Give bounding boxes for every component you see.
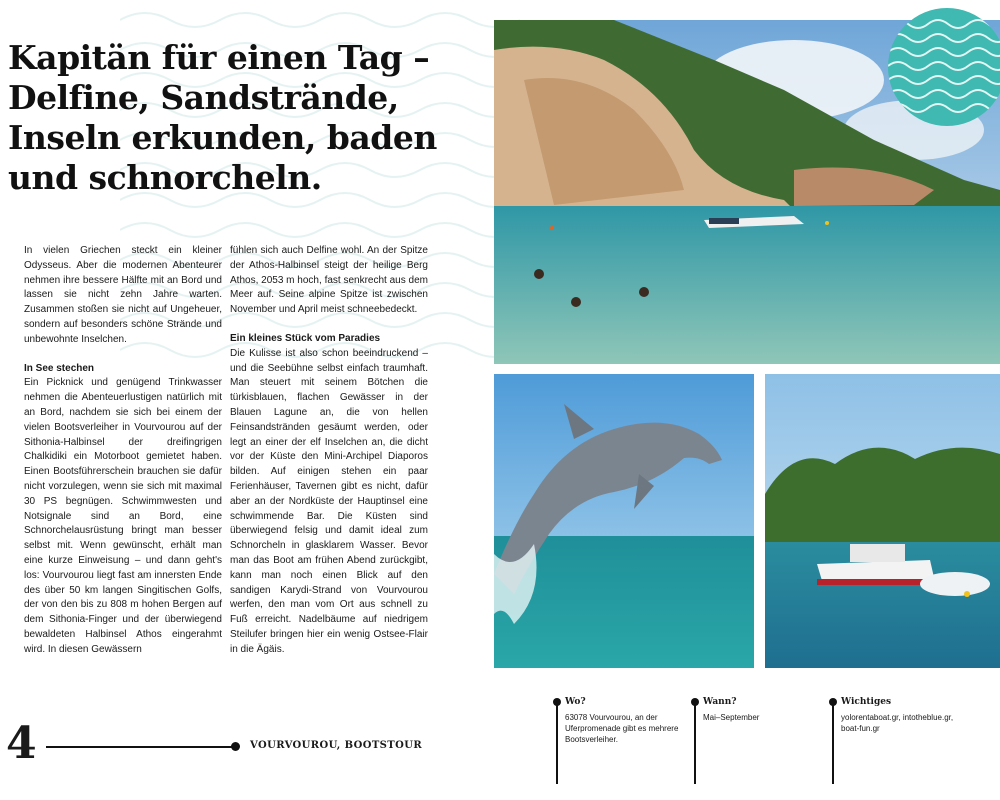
body-paragraph: fühlen sich auch Delfine wohl. An der Spitze der Athos-Halbinsel steigt der heilige Berg Athos, 2053 m hoch, fast senkrecht aus dem Meer auf. Seine alpine Spitze ist zwischen November und April meist schneebedeckt. — [230, 245, 428, 316]
intro-paragraph: In vielen Griechen steckt ein kleiner Odysseus. Aber die modernen Abenteurer nehmen ihre bessere Hälfte mit an Bord und lassen sie nicht zehn Jahre warten. Zusammen stoßen sie nicht auf Ungeheuer, sondern auf besonders schöne Strände und unbewohnte Inselchen. — [24, 245, 222, 345]
info-title: Wichtiges — [841, 697, 892, 707]
info-dot — [829, 698, 837, 706]
body-paragraph: Die Kulisse ist also schon beeindruckend – und die Seebühne selbst einfach traumhaft. Man steuert mit seinem Bötchen die türkisblauen, flachen Gewässer in der Blauen Lagune an, die von hellen Feinsandstränden gesäumt werden, oder legt an einer der elf Inselchen an, die dicht vor der Küste den Mini-Archipel Diaporos bilden. Auf einigen stehen ein paar Ferienhäuser, Tavernen gibt es nicht, dafür aber an der Nordküste der Hauptinsel eine schwimmende Bar. Die Küsten sind überwiegend felsig und damit ideal zum Schnorcheln in glasklarem Wasser. Bevor man das Boot am frühen Abend zurückgibt, kann man noch einen Blick auf den sandigen Karydi-Strand von Vourvourou werfen, den man vom Ort aus schnell zu Fuß erreicht. Nadelbäume auf niedrigem Steilufer bringen hier ein wenig Ostsee-Flair in die Ägäis. — [230, 347, 428, 655]
subheading-paradies: Ein kleines Stück vom Paradies — [230, 332, 381, 344]
info-text: yolorentaboat.gr, intotheblue.gr, boat-fun.gr — [841, 713, 954, 733]
info-rule — [694, 702, 696, 784]
info-text: Mai–September — [703, 713, 760, 722]
article-headline: Kapitän für einen Tag – Delfine, Sandstrände, Inseln erkunden, baden und schnorcheln. — [8, 38, 437, 197]
subheading-in-see-stechen: In See stechen — [24, 362, 95, 374]
info-dot — [691, 698, 699, 706]
text-column-1 — [24, 244, 222, 658]
info-rule — [556, 702, 558, 784]
info-text: 63078 Vourvourou, an der Uferpromenade gibt es mehrere Bootsverleiher. — [565, 713, 679, 744]
footer-rule — [46, 746, 232, 748]
info-title: Wo? — [565, 697, 586, 707]
photo-jumping-dolphin — [494, 374, 754, 668]
info-title: Wann? — [703, 697, 737, 707]
photo-moored-boats — [765, 374, 1000, 668]
text-column-2 — [230, 244, 428, 658]
page-number: 4 — [6, 718, 37, 769]
footer-dot — [231, 742, 240, 751]
info-rule — [832, 702, 834, 784]
wave-circle-decoration — [888, 8, 1000, 126]
info-dot — [553, 698, 561, 706]
body-paragraph: Ein Picknick und genügend Trinkwasser nehmen die Abenteuerlustigen natürlich mit an Bord, nachdem sie sich bei einem der vielen Bootsverleiher in Vourvourou auf der Sithonia-Halbinsel der dreifingrigen Chalkidiki ein Motorboot gemietet haben. Einen Bootsführerschein brauchen sie dafür nicht vorzulegen, wenn sie sich mit maximal 30 PS begnügen. Schwimmwesten und Notsignale sind an Bord, eine Schnorchelausrüstung bringt man besser selbst mit. Wenn gewünscht, erhält man eine kurze Einweisung – und dann geht's los: Vourvourou liegt fast am innersten Ende des über 50 km langen Singitischen Golfs, der von den bis zu 808 m hohen Bergen auf dem Sithonia-Finger und der überwiegend bewaldeten Halbinsel Athos eingerahmt wird. In diesen Gewässern — [24, 377, 222, 655]
section-label: VOURVOUROU, BOOTSTOUR — [250, 740, 423, 751]
